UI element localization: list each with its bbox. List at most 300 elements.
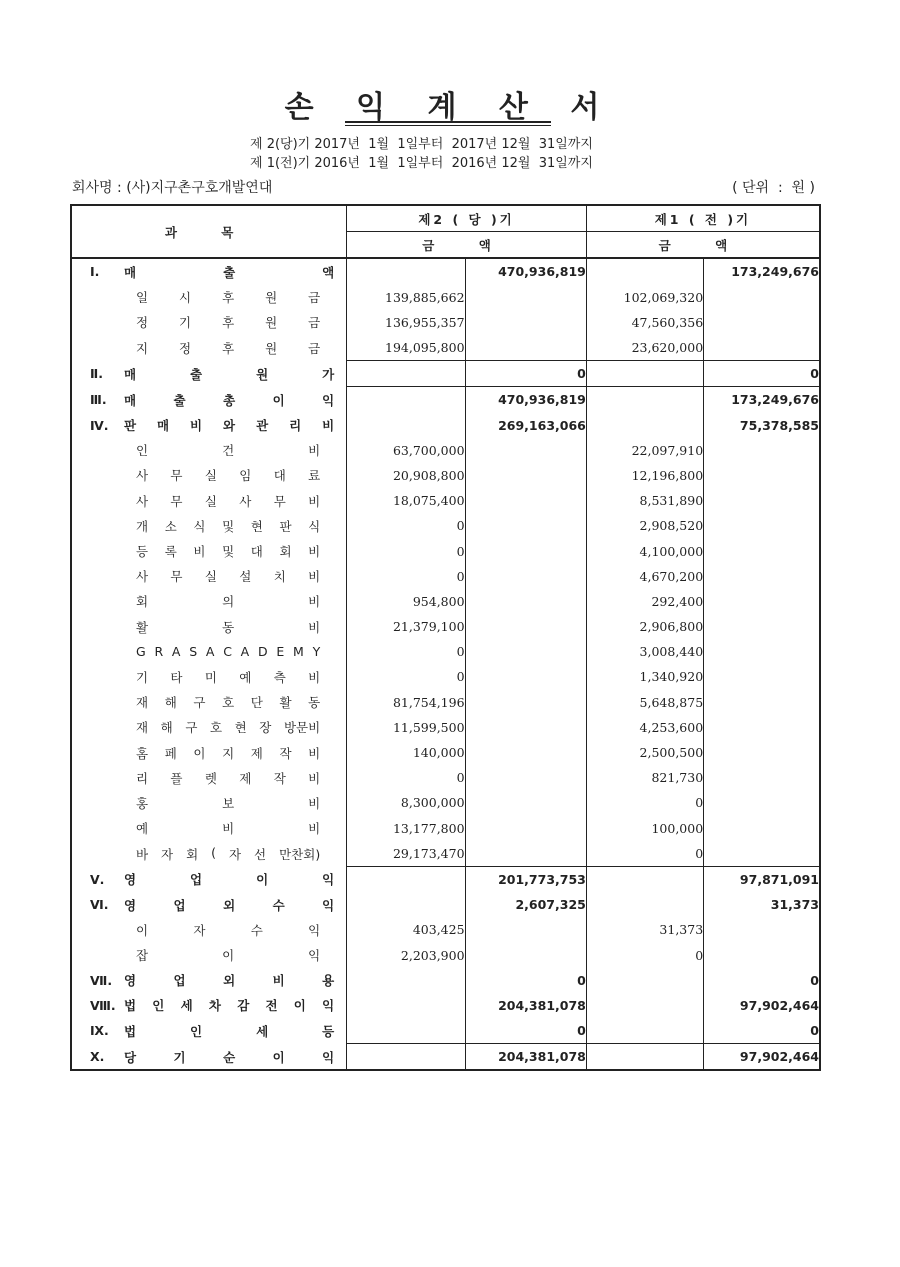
account-name-char: 해 (160, 720, 173, 736)
account-name-char: 감 (237, 998, 250, 1014)
account-label (72, 971, 346, 989)
account-name-char: 전 (265, 998, 278, 1014)
account-name-cell (71, 841, 347, 867)
account-label (136, 718, 320, 736)
current-detail-amount: 20,908,800 (347, 463, 465, 488)
account-name-char: 단 (250, 695, 263, 711)
account-name-char: 출 (223, 264, 236, 280)
account-name-char: 제 (250, 745, 263, 761)
account-name-char: 및 (222, 518, 235, 534)
account-name-char: 매 (124, 392, 137, 408)
account-name-char: 대 (250, 544, 263, 560)
account-name-char: 등 (136, 544, 149, 560)
account-name-cell (71, 310, 347, 335)
current-total-amount: 0 (465, 1018, 586, 1044)
roman-numeral: Ⅲ. (90, 392, 107, 408)
account-name-cell (71, 664, 347, 689)
account-name-char: 이 (222, 948, 235, 964)
account-name-char: 사 (136, 569, 149, 585)
account-name-char: 홈 (136, 745, 149, 761)
account-name (136, 517, 320, 535)
prior-detail-amount: 4,100,000 (586, 538, 703, 563)
account-name-char: 지 (222, 745, 235, 761)
account-name (124, 870, 334, 888)
current-total-amount (465, 790, 586, 815)
account-name-char: 개 (136, 518, 149, 534)
account-name-char: R (154, 644, 164, 660)
account-name-char: 식 (308, 518, 321, 534)
account-name-char: 작 (273, 770, 286, 786)
account-name-char: 측 (273, 669, 286, 685)
prior-detail-amount: 2,906,800 (586, 614, 703, 639)
account-name-char: 세 (180, 998, 193, 1014)
account-name-char: 익 (308, 922, 321, 938)
account-name-char: 및 (222, 544, 235, 560)
account-name-cell (71, 361, 347, 387)
account-name-char: 자 (229, 846, 242, 862)
roman-numeral: Ⅳ. (90, 417, 109, 433)
account-name-char: 업 (173, 897, 186, 913)
statement-body (71, 258, 820, 1070)
current-total-amount (465, 335, 586, 361)
account-name-char: 비 (308, 795, 321, 811)
table-row-item (71, 335, 820, 361)
prior-total-amount (704, 664, 820, 689)
prior-detail-amount: 292,400 (586, 589, 703, 614)
account-name-char: 식 (193, 518, 206, 534)
account-name-char: 정 (179, 340, 192, 356)
prior-detail-amount: 4,253,600 (586, 715, 703, 740)
account-name-char: 만찬회) (279, 846, 321, 862)
current-detail-amount (347, 387, 465, 413)
account-label (72, 870, 346, 888)
title-underline (345, 121, 551, 123)
account-name-char: A (240, 644, 250, 660)
prior-total-amount (704, 285, 820, 310)
account-name-char: 현 (234, 720, 247, 736)
account-name-cell (71, 614, 347, 639)
current-total-amount (465, 438, 586, 463)
table-row-item (71, 564, 820, 589)
account-name-char: C (223, 644, 232, 660)
prior-total-amount: 97,871,091 (704, 866, 820, 892)
table-row-item (71, 690, 820, 715)
account-name (124, 996, 334, 1014)
account-name-cell (71, 258, 347, 284)
current-total-amount: 470,936,819 (465, 387, 586, 413)
account-name-char: 익 (322, 1049, 335, 1065)
account-name-char: 액 (322, 264, 335, 280)
account-name-char: 실 (204, 569, 217, 585)
prior-detail-amount: 31,373 (586, 917, 703, 942)
prior-detail-amount: 23,620,000 (586, 335, 703, 361)
current-total-amount (465, 589, 586, 614)
account-name-char: 의 (222, 594, 235, 610)
account-name-char: 익 (308, 948, 321, 964)
current-total-amount: 0 (465, 968, 586, 993)
account-name-char: 인 (152, 998, 165, 1014)
account-name-char: 원 (265, 340, 278, 356)
current-detail-amount: 0 (347, 513, 465, 538)
prior-detail-amount (586, 361, 703, 387)
prior-total-amount (704, 917, 820, 942)
current-detail-amount (347, 258, 465, 284)
account-name-char: 비 (308, 619, 321, 635)
current-detail-amount (347, 361, 465, 387)
account-name-char: 페 (164, 745, 177, 761)
account-name (136, 466, 320, 484)
current-detail-amount: 81,754,196 (347, 690, 465, 715)
current-detail-amount: 0 (347, 564, 465, 589)
account-name-char: 비 (308, 745, 321, 761)
account-name-char: 금 (308, 315, 321, 331)
current-detail-amount: 13,177,800 (347, 816, 465, 841)
account-name-char: 업 (173, 973, 186, 989)
current-detail-amount: 954,800 (347, 589, 465, 614)
account-name-char: 치 (273, 569, 286, 585)
account-name-cell (71, 488, 347, 513)
current-total-amount: 201,773,753 (465, 866, 586, 892)
account-label (72, 416, 346, 434)
account-name-char: 용 (322, 973, 335, 989)
account-name-char: 구 (193, 695, 206, 711)
header-prior-amount: 금 액 (586, 232, 820, 259)
account-name-char: 비 (308, 544, 321, 560)
account-label (136, 441, 320, 459)
account-name (136, 946, 320, 964)
account-name-cell (71, 892, 347, 917)
account-name-char: 이 (293, 998, 306, 1014)
prior-detail-amount: 0 (586, 790, 703, 815)
prior-detail-amount: 1,340,920 (586, 664, 703, 689)
current-total-amount (465, 740, 586, 765)
unit-label: ( 단위 : 원 ) (732, 180, 815, 196)
account-name-char: 등 (322, 1023, 335, 1039)
account-label (136, 592, 320, 610)
header-prior-period: 제1 ( 전 )기 (586, 205, 820, 232)
account-label (136, 819, 320, 837)
account-label (72, 391, 346, 409)
account-label (136, 288, 320, 306)
account-name (136, 542, 320, 560)
current-total-amount (465, 942, 586, 967)
current-total-amount (465, 285, 586, 310)
table-row-section (71, 892, 820, 917)
account-name-char: 비 (308, 770, 321, 786)
prior-detail-amount: 5,648,875 (586, 690, 703, 715)
prior-detail-amount: 0 (586, 942, 703, 967)
account-name-char: 출 (190, 366, 203, 382)
account-name-char: 자 (161, 846, 174, 862)
prior-total-amount: 75,378,585 (739, 417, 819, 433)
prior-total-amount (704, 564, 820, 589)
prior-detail-amount: 12,196,800 (586, 463, 703, 488)
account-name-cell (71, 968, 347, 993)
account-name (136, 492, 320, 510)
roman-numeral: Ⅱ. (90, 366, 103, 382)
account-name-char: 사 (136, 493, 149, 509)
account-name-char: 시 (179, 290, 192, 306)
account-name (124, 971, 334, 989)
account-name-char: 호 (209, 720, 223, 736)
account-name-char: A (205, 644, 215, 660)
prior-total-amount (704, 740, 820, 765)
account-name-char: 임 (239, 468, 252, 484)
account-name-char: 기 (179, 315, 192, 331)
prior-total-amount: 0 (810, 972, 819, 988)
prior-detail-amount (586, 258, 703, 284)
current-detail-amount: 0 (347, 639, 465, 664)
account-name-char: 매 (124, 264, 137, 280)
account-name-char: 비 (308, 594, 321, 610)
account-label (136, 618, 320, 636)
prior-total-amount: 97,902,464 (704, 1044, 820, 1071)
account-name-char: 법 (124, 998, 137, 1014)
prior-total-amount: 0 (704, 361, 820, 387)
account-name-char: 비 (193, 544, 206, 560)
account-name-char: 인 (190, 1023, 203, 1039)
current-detail-amount: 0 (347, 664, 465, 689)
current-detail-amount: 29,173,470 (347, 841, 465, 867)
prior-detail-amount (586, 892, 703, 917)
current-detail-amount: 2,203,900 (347, 942, 465, 967)
account-name-cell (71, 740, 347, 765)
account-name-char: 예 (136, 821, 149, 837)
account-name-char: 소 (164, 518, 177, 534)
current-total-amount: 269,163,066 (465, 413, 586, 438)
current-total-amount (465, 564, 586, 589)
table-row-item (71, 614, 820, 639)
document-title: 손 익 계 산 서 (284, 90, 616, 125)
account-label (136, 794, 320, 812)
current-total-amount: 470,936,819 (465, 258, 586, 284)
current-detail-amount (347, 866, 465, 892)
account-name (136, 845, 320, 863)
current-detail-amount (347, 892, 465, 917)
account-label (136, 644, 320, 659)
account-name-char: 사 (136, 468, 149, 484)
account-name-char: 구 (185, 720, 198, 736)
account-name (136, 668, 320, 686)
header-subject: 과 목 (71, 205, 347, 258)
prior-total-amount (704, 310, 820, 335)
account-label (72, 896, 346, 914)
account-name-cell (71, 513, 347, 538)
account-name-char: 원 (265, 315, 278, 331)
account-name (136, 313, 320, 331)
account-name-char: 비 (222, 821, 235, 837)
account-label (136, 693, 320, 711)
current-detail-amount: 140,000 (347, 740, 465, 765)
current-detail-amount: 194,095,800 (347, 335, 465, 361)
table-row-item (71, 639, 820, 664)
prior-total-amount (704, 816, 820, 841)
account-name-char: 실 (204, 468, 217, 484)
account-name (136, 339, 320, 357)
account-name-char: 록 (164, 544, 177, 560)
account-name (136, 769, 320, 787)
account-label (72, 996, 346, 1014)
account-name-char: 지 (136, 340, 149, 356)
prior-detail-amount: 0 (586, 841, 703, 867)
account-name (136, 819, 320, 837)
account-name (124, 365, 334, 383)
account-name-char: 원 (265, 290, 278, 306)
account-name-char: 료 (308, 468, 321, 484)
account-name-char: 익 (322, 897, 335, 913)
table-row-section (71, 993, 820, 1018)
current-detail-amount (347, 413, 465, 438)
account-name-char: 업 (190, 872, 203, 888)
account-name (124, 896, 334, 914)
account-name-char: 수 (272, 897, 285, 913)
account-name-char: 비 (308, 669, 321, 685)
current-detail-amount (347, 1018, 465, 1044)
account-name-cell (71, 639, 347, 664)
account-name (136, 567, 320, 585)
account-name-char: 매 (124, 366, 137, 382)
prior-detail-amount: 2,908,520 (586, 513, 703, 538)
account-name-char: 판 (279, 518, 292, 534)
account-label (72, 1022, 346, 1040)
prior-total-amount (704, 790, 820, 815)
account-name-char: 차 (208, 998, 221, 1014)
prior-total-amount (704, 639, 820, 664)
period-prior: 제 1(전)기 2016년 1월 1일부터 2016년 12월 31일까지 (250, 156, 593, 171)
account-name-char: 비 (272, 973, 285, 989)
current-detail-amount: 18,075,400 (347, 488, 465, 513)
roman-numeral: Ⅵ. (90, 897, 109, 913)
account-label (72, 263, 346, 281)
account-name-char: 재 (136, 695, 149, 711)
prior-total-amount (704, 513, 820, 538)
account-name-char: 금 (308, 340, 321, 356)
current-total-amount (465, 816, 586, 841)
account-name-char: 영 (124, 973, 137, 989)
account-name-cell (71, 790, 347, 815)
account-name-cell (71, 765, 347, 790)
account-name-char: 바 (136, 846, 149, 862)
roman-numeral: Ⅹ. (90, 1049, 105, 1065)
current-total-amount (465, 715, 586, 740)
prior-total-amount (704, 942, 820, 967)
account-name-cell (71, 690, 347, 715)
table-row-item (71, 740, 820, 765)
account-name-cell (71, 1018, 347, 1044)
prior-detail-amount (586, 387, 703, 413)
account-name-cell (71, 285, 347, 310)
account-name-char: 기 (173, 1049, 186, 1065)
account-name-char: 타 (170, 669, 183, 685)
table-row-item (71, 310, 820, 335)
account-name-char: 리 (289, 418, 302, 434)
account-name-char: 미 (204, 669, 217, 685)
account-name-char: 현 (250, 518, 263, 534)
account-name-char: 무 (170, 468, 183, 484)
account-name-cell (71, 866, 347, 892)
account-name (124, 1048, 334, 1066)
account-name-char: 제 (239, 770, 252, 786)
account-name-char: 동 (222, 619, 235, 635)
account-name-char: 이 (136, 922, 149, 938)
current-total-amount (465, 664, 586, 689)
prior-total-amount: 97,902,464 (739, 997, 819, 1013)
prior-detail-amount: 102,069,320 (586, 285, 703, 310)
account-label (136, 769, 320, 787)
table-row-section (71, 968, 820, 993)
account-name-char: S (189, 644, 198, 660)
account-name-cell (71, 413, 347, 438)
account-name-char: 출 (173, 392, 186, 408)
current-detail-amount: 63,700,000 (347, 438, 465, 463)
header-current-amount: 금 액 (347, 232, 587, 259)
current-total-amount: 2,607,325 (465, 892, 586, 917)
account-name-char: 자 (193, 922, 206, 938)
account-name-char: 회 (186, 846, 199, 862)
current-detail-amount: 0 (347, 765, 465, 790)
account-name-char: 장 (259, 720, 272, 736)
company-name: 회사명 : (사)지구촌구호개발연대 (72, 180, 273, 196)
current-total-amount (465, 488, 586, 513)
table-row-item (71, 715, 820, 740)
table-row-item (71, 841, 820, 867)
prior-detail-amount: 821,730 (586, 765, 703, 790)
account-name-char: 재 (136, 720, 149, 736)
account-name-char: 렛 (204, 770, 217, 786)
account-name-char: 일 (136, 290, 149, 306)
account-name-char: 실 (204, 493, 217, 509)
account-label (136, 313, 320, 331)
table-row-section (71, 413, 820, 438)
prior-total-amount (704, 335, 820, 361)
account-name-char: 금 (308, 290, 321, 306)
account-name-cell (71, 917, 347, 942)
table-row-item (71, 438, 820, 463)
current-total-amount: 0 (465, 361, 586, 387)
account-name-char: 비 (308, 493, 321, 509)
account-name-char: 리 (136, 770, 149, 786)
current-detail-amount: 403,425 (347, 917, 465, 942)
account-name-char: A (171, 644, 181, 660)
roman-numeral: Ⅰ. (90, 264, 100, 280)
account-label (136, 517, 320, 535)
current-total-amount (465, 310, 586, 335)
account-name-char: Y (312, 644, 321, 660)
current-detail-amount: 8,300,000 (347, 790, 465, 815)
account-name (136, 288, 320, 306)
account-name (136, 644, 320, 659)
account-name-char: 활 (136, 619, 149, 635)
roman-numeral: Ⅸ. (90, 1023, 109, 1039)
current-total-amount (465, 765, 586, 790)
account-label (136, 845, 320, 863)
prior-total-amount (704, 538, 820, 563)
account-name-cell (71, 589, 347, 614)
account-name-char: 동 (308, 695, 321, 711)
account-name-char: 비 (308, 569, 321, 585)
account-name (136, 693, 320, 711)
current-total-amount: 204,381,078 (465, 993, 586, 1018)
prior-total-amount (704, 715, 820, 740)
account-name (136, 921, 320, 939)
current-total-amount (465, 463, 586, 488)
current-total-amount (465, 917, 586, 942)
table-row-item (71, 285, 820, 310)
account-name-char: 후 (222, 340, 235, 356)
account-name-char: 사 (239, 493, 252, 509)
account-name-char: E (276, 644, 285, 660)
account-name-char: 당 (124, 1049, 137, 1065)
